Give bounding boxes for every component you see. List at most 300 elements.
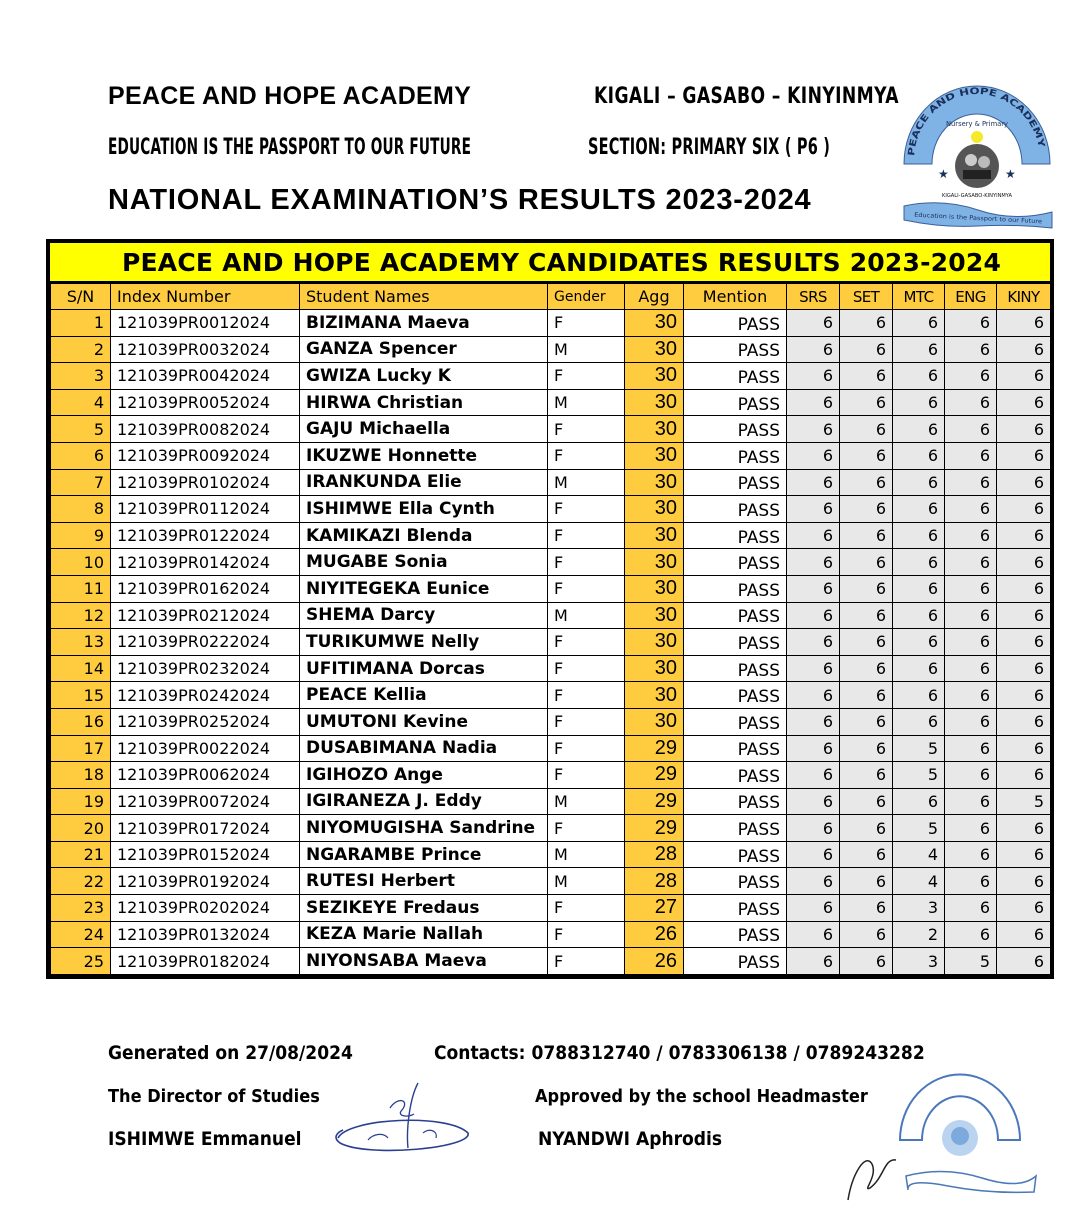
row-score-kiny: 6 [997,416,1051,443]
row-gender: F [548,655,625,682]
row-score-srs: 6 [787,762,840,789]
row-score-eng: 6 [945,549,997,576]
row-index-number: 121039PR0252024 [111,708,300,735]
row-aggregate: 28 [625,868,684,895]
row-gender: F [548,416,625,443]
row-gender: M [548,841,625,868]
row-score-mtc: 6 [893,629,945,656]
row-mention: PASS [684,895,787,922]
row-index-number: 121039PR0122024 [111,522,300,549]
row-score-srs: 6 [787,655,840,682]
col-header-name: Student Names [300,284,548,310]
row-mention: PASS [684,921,787,948]
row-student-name: UMUTONI Kevine [300,708,548,735]
row-score-eng: 6 [945,416,997,443]
exam-title: NATIONAL EXAMINATION’S RESULTS 2023-2024 [108,184,812,216]
row-index-number: 121039PR0072024 [111,788,300,815]
row-aggregate: 30 [625,575,684,602]
row-score-mtc: 5 [893,735,945,762]
row-student-name: IGIHOZO Ange [300,762,548,789]
row-mention: PASS [684,469,787,496]
row-mention: PASS [684,363,787,390]
table-row [51,762,1051,789]
row-student-name: NGARAMBE Prince [300,841,548,868]
row-sn: 11 [51,575,111,602]
row-score-eng: 6 [945,735,997,762]
row-score-set: 6 [840,868,893,895]
row-index-number: 121039PR0102024 [111,469,300,496]
row-score-mtc: 6 [893,389,945,416]
row-score-kiny: 6 [997,629,1051,656]
row-index-number: 121039PR0222024 [111,629,300,656]
row-score-eng: 6 [945,921,997,948]
row-aggregate: 29 [625,735,684,762]
row-score-eng: 6 [945,788,997,815]
row-score-srs: 6 [787,496,840,523]
row-gender: F [548,363,625,390]
row-mention: PASS [684,735,787,762]
row-index-number: 121039PR0192024 [111,868,300,895]
row-gender: F [548,442,625,469]
row-score-eng: 6 [945,442,997,469]
row-score-kiny: 6 [997,655,1051,682]
row-aggregate: 27 [625,895,684,922]
row-score-eng: 6 [945,708,997,735]
row-gender: F [548,948,625,975]
row-score-set: 6 [840,682,893,709]
row-aggregate: 30 [625,602,684,629]
row-index-number: 121039PR0212024 [111,602,300,629]
row-student-name: IKUZWE Honnette [300,442,548,469]
row-student-name: NIYITEGEKA Eunice [300,575,548,602]
row-score-srs: 6 [787,895,840,922]
table-row [51,708,1051,735]
row-score-eng: 6 [945,575,997,602]
row-aggregate: 30 [625,682,684,709]
contacts: Contacts: 0788312740 / 0783306138 / 0789243282 [434,1042,925,1064]
row-student-name: IRANKUNDA Elie [300,469,548,496]
row-student-name: GAJU Michaella [300,416,548,443]
row-score-eng: 6 [945,841,997,868]
row-student-name: UFITIMANA Dorcas [300,655,548,682]
row-sn: 16 [51,708,111,735]
row-score-mtc: 6 [893,336,945,363]
school-location: KIGALI – GASABO – KINYINMYA [594,84,899,109]
row-index-number: 121039PR0062024 [111,762,300,789]
row-student-name: DUSABIMANA Nadia [300,735,548,762]
table-row [51,629,1051,656]
row-gender: F [548,549,625,576]
row-score-kiny: 6 [997,895,1051,922]
row-aggregate: 26 [625,948,684,975]
row-score-srs: 6 [787,868,840,895]
row-score-srs: 6 [787,575,840,602]
headmaster-stamp-signature [840,1060,1040,1210]
row-mention: PASS [684,336,787,363]
row-score-eng: 6 [945,363,997,390]
logo-place-text: KIGALI-GASABO-KINYINMYA [942,193,1013,199]
row-score-kiny: 6 [997,762,1051,789]
row-index-number: 121039PR0042024 [111,363,300,390]
row-index-number: 121039PR0162024 [111,575,300,602]
row-aggregate: 28 [625,841,684,868]
row-aggregate: 30 [625,310,684,337]
row-aggregate: 30 [625,363,684,390]
row-aggregate: 30 [625,655,684,682]
table-row [51,416,1051,443]
row-score-mtc: 6 [893,416,945,443]
row-score-srs: 6 [787,469,840,496]
row-gender: M [548,389,625,416]
row-score-srs: 6 [787,682,840,709]
table-row [51,310,1051,337]
row-score-mtc: 5 [893,815,945,842]
row-score-kiny: 6 [997,469,1051,496]
row-score-kiny: 6 [997,442,1051,469]
row-score-eng: 6 [945,310,997,337]
row-score-set: 6 [840,948,893,975]
row-score-mtc: 6 [893,496,945,523]
row-index-number: 121039PR0172024 [111,815,300,842]
table-row [51,788,1051,815]
row-score-set: 6 [840,496,893,523]
row-score-kiny: 6 [997,735,1051,762]
row-score-kiny: 5 [997,788,1051,815]
row-sn: 9 [51,522,111,549]
row-index-number: 121039PR0182024 [111,948,300,975]
table-row [51,682,1051,709]
row-score-eng: 6 [945,336,997,363]
row-gender: F [548,735,625,762]
row-score-mtc: 4 [893,868,945,895]
row-score-srs: 6 [787,815,840,842]
table-header-row [51,284,1051,310]
row-index-number: 121039PR0142024 [111,549,300,576]
row-score-srs: 6 [787,735,840,762]
row-score-set: 6 [840,708,893,735]
row-score-mtc: 6 [893,682,945,709]
row-index-number: 121039PR0202024 [111,895,300,922]
row-score-set: 6 [840,575,893,602]
headmaster-name: NYANDWI Aphrodis [538,1128,723,1150]
row-sn: 3 [51,363,111,390]
row-score-eng: 6 [945,868,997,895]
row-score-kiny: 6 [997,363,1051,390]
row-sn: 17 [51,735,111,762]
logo-ribbon-text: Education is the Passport to our Future [913,211,1031,225]
row-score-srs: 6 [787,522,840,549]
row-student-name: PEACE Kellia [300,682,548,709]
row-score-mtc: 2 [893,921,945,948]
row-student-name: BIZIMANA Maeva [300,310,548,337]
row-score-set: 6 [840,522,893,549]
row-student-name: KEZA Marie Nallah [300,921,548,948]
row-index-number: 121039PR0132024 [111,921,300,948]
row-mention: PASS [684,948,787,975]
school-logo [900,60,1055,235]
row-sn: 14 [51,655,111,682]
row-score-mtc: 6 [893,469,945,496]
row-mention: PASS [684,629,787,656]
row-aggregate: 30 [625,389,684,416]
row-score-srs: 6 [787,416,840,443]
row-score-srs: 6 [787,629,840,656]
row-score-set: 6 [840,629,893,656]
row-score-mtc: 3 [893,948,945,975]
row-sn: 19 [51,788,111,815]
row-score-set: 6 [840,788,893,815]
row-sn: 1 [51,310,111,337]
logo-arc-text: PEACE AND HOPE ACADEMY [907,86,1046,157]
row-score-eng: 6 [945,815,997,842]
row-gender: F [548,629,625,656]
col-header-set: SET [840,284,893,310]
row-gender: M [548,469,625,496]
row-student-name: HIRWA Christian [300,389,548,416]
row-score-srs: 6 [787,602,840,629]
row-student-name: NIYOMUGISHA Sandrine [300,815,548,842]
row-score-eng: 6 [945,602,997,629]
row-gender: F [548,496,625,523]
school-name: PEACE AND HOPE ACADEMY [108,82,472,110]
row-aggregate: 29 [625,788,684,815]
row-score-srs: 6 [787,389,840,416]
row-score-srs: 6 [787,921,840,948]
row-student-name: MUGABE Sonia [300,549,548,576]
row-aggregate: 30 [625,549,684,576]
row-score-kiny: 6 [997,522,1051,549]
row-sn: 10 [51,549,111,576]
row-gender: F [548,682,625,709]
row-score-mtc: 4 [893,841,945,868]
row-score-eng: 6 [945,629,997,656]
row-gender: M [548,602,625,629]
row-index-number: 121039PR0032024 [111,336,300,363]
row-gender: F [548,815,625,842]
row-score-set: 6 [840,416,893,443]
logo-sub-text: Nursery & Primary [946,120,1008,128]
table-row [51,442,1051,469]
row-score-mtc: 6 [893,602,945,629]
row-score-srs: 6 [787,708,840,735]
table-row [51,602,1051,629]
table-row [51,841,1051,868]
row-score-kiny: 6 [997,815,1051,842]
school-motto: EDUCATION IS THE PASSPORT TO OUR FUTURE [108,135,472,160]
row-score-mtc: 6 [893,788,945,815]
table-row [51,469,1051,496]
row-score-mtc: 6 [893,442,945,469]
row-mention: PASS [684,815,787,842]
row-student-name: SEZIKEYE Fredaus [300,895,548,922]
row-sn: 2 [51,336,111,363]
row-score-eng: 6 [945,389,997,416]
col-header-mtc: MTC [893,284,945,310]
row-score-set: 6 [840,310,893,337]
row-mention: PASS [684,389,787,416]
table-row [51,522,1051,549]
row-score-set: 6 [840,469,893,496]
row-aggregate: 30 [625,629,684,656]
row-aggregate: 26 [625,921,684,948]
row-score-mtc: 6 [893,655,945,682]
row-sn: 22 [51,868,111,895]
row-score-mtc: 6 [893,549,945,576]
row-score-set: 6 [840,549,893,576]
row-score-kiny: 6 [997,310,1051,337]
svg-text:★: ★ [938,167,949,181]
table-banner: PEACE AND HOPE ACADEMY CANDIDATES RESULTS 2023-2024 [50,243,1050,283]
row-student-name: GANZA Spencer [300,336,548,363]
row-index-number: 121039PR0112024 [111,496,300,523]
row-sn: 18 [51,762,111,789]
row-index-number: 121039PR0052024 [111,389,300,416]
generated-date: Generated on 27/08/2024 [108,1042,353,1064]
col-header-sn: S/N [51,284,111,310]
row-gender: F [548,522,625,549]
table-row [51,575,1051,602]
row-score-kiny: 6 [997,602,1051,629]
row-mention: PASS [684,682,787,709]
row-score-kiny: 6 [997,708,1051,735]
row-aggregate: 30 [625,469,684,496]
col-header-agg: Agg [625,284,684,310]
row-score-eng: 5 [945,948,997,975]
approval-label: Approved by the school Headmaster [535,1086,868,1107]
row-score-eng: 6 [945,655,997,682]
table-row [51,948,1051,975]
row-index-number: 121039PR0242024 [111,682,300,709]
table-row [51,868,1051,895]
director-signature [328,1078,478,1158]
row-score-srs: 6 [787,948,840,975]
row-score-set: 6 [840,895,893,922]
row-score-kiny: 6 [997,921,1051,948]
row-sn: 12 [51,602,111,629]
row-score-kiny: 6 [997,948,1051,975]
row-mention: PASS [684,549,787,576]
row-student-name: GWIZA Lucky K [300,363,548,390]
row-score-srs: 6 [787,442,840,469]
table-row [51,921,1051,948]
row-sn: 24 [51,921,111,948]
row-sn: 8 [51,496,111,523]
row-sn: 20 [51,815,111,842]
row-student-name: ISHIMWE Ella Cynth [300,496,548,523]
row-score-set: 6 [840,363,893,390]
row-gender: M [548,788,625,815]
row-sn: 21 [51,841,111,868]
row-mention: PASS [684,841,787,868]
table-row [51,389,1051,416]
col-header-mention: Mention [684,284,787,310]
row-score-srs: 6 [787,788,840,815]
row-aggregate: 30 [625,708,684,735]
col-header-gender: Gender [548,284,625,310]
table-row [51,735,1051,762]
row-score-kiny: 6 [997,389,1051,416]
col-header-index: Index Number [111,284,300,310]
row-score-eng: 6 [945,469,997,496]
row-sn: 13 [51,629,111,656]
row-gender: M [548,868,625,895]
row-score-kiny: 6 [997,549,1051,576]
row-score-set: 6 [840,655,893,682]
table-row [51,815,1051,842]
row-mention: PASS [684,442,787,469]
row-student-name: IGIRANEZA J. Eddy [300,788,548,815]
row-score-srs: 6 [787,363,840,390]
row-score-set: 6 [840,762,893,789]
row-aggregate: 29 [625,762,684,789]
row-score-srs: 6 [787,336,840,363]
row-index-number: 121039PR0092024 [111,442,300,469]
row-aggregate: 30 [625,442,684,469]
row-score-set: 6 [840,921,893,948]
table-row [51,336,1051,363]
row-score-mtc: 6 [893,310,945,337]
col-header-srs: SRS [787,284,840,310]
row-aggregate: 30 [625,416,684,443]
row-sn: 23 [51,895,111,922]
row-score-kiny: 6 [997,336,1051,363]
results-table [46,239,1054,979]
table-row [51,549,1051,576]
row-score-kiny: 6 [997,682,1051,709]
row-mention: PASS [684,496,787,523]
row-student-name: KAMIKAZI Blenda [300,522,548,549]
row-score-set: 6 [840,442,893,469]
row-index-number: 121039PR0012024 [111,310,300,337]
row-student-name: TURIKUMWE Nelly [300,629,548,656]
row-gender: F [548,310,625,337]
row-score-mtc: 6 [893,522,945,549]
row-score-set: 6 [840,602,893,629]
row-score-srs: 6 [787,310,840,337]
row-score-eng: 6 [945,522,997,549]
row-index-number: 121039PR0082024 [111,416,300,443]
row-score-set: 6 [840,389,893,416]
row-sn: 25 [51,948,111,975]
row-mention: PASS [684,602,787,629]
table-row [51,496,1051,523]
row-score-mtc: 6 [893,363,945,390]
row-score-eng: 6 [945,496,997,523]
row-sn: 6 [51,442,111,469]
row-student-name: NIYONSABA Maeva [300,948,548,975]
row-score-eng: 6 [945,762,997,789]
table-row [51,895,1051,922]
row-gender: F [548,708,625,735]
row-mention: PASS [684,788,787,815]
row-mention: PASS [684,868,787,895]
row-aggregate: 29 [625,815,684,842]
director-title: The Director of Studies [108,1086,320,1107]
director-name: ISHIMWE Emmanuel [108,1128,302,1150]
row-sn: 15 [51,682,111,709]
row-index-number: 121039PR0152024 [111,841,300,868]
row-score-mtc: 6 [893,708,945,735]
row-score-set: 6 [840,336,893,363]
row-score-kiny: 6 [997,868,1051,895]
row-gender: M [548,336,625,363]
table-row [51,363,1051,390]
row-gender: F [548,921,625,948]
row-score-srs: 6 [787,549,840,576]
row-score-set: 6 [840,841,893,868]
row-score-set: 6 [840,735,893,762]
row-score-mtc: 5 [893,762,945,789]
